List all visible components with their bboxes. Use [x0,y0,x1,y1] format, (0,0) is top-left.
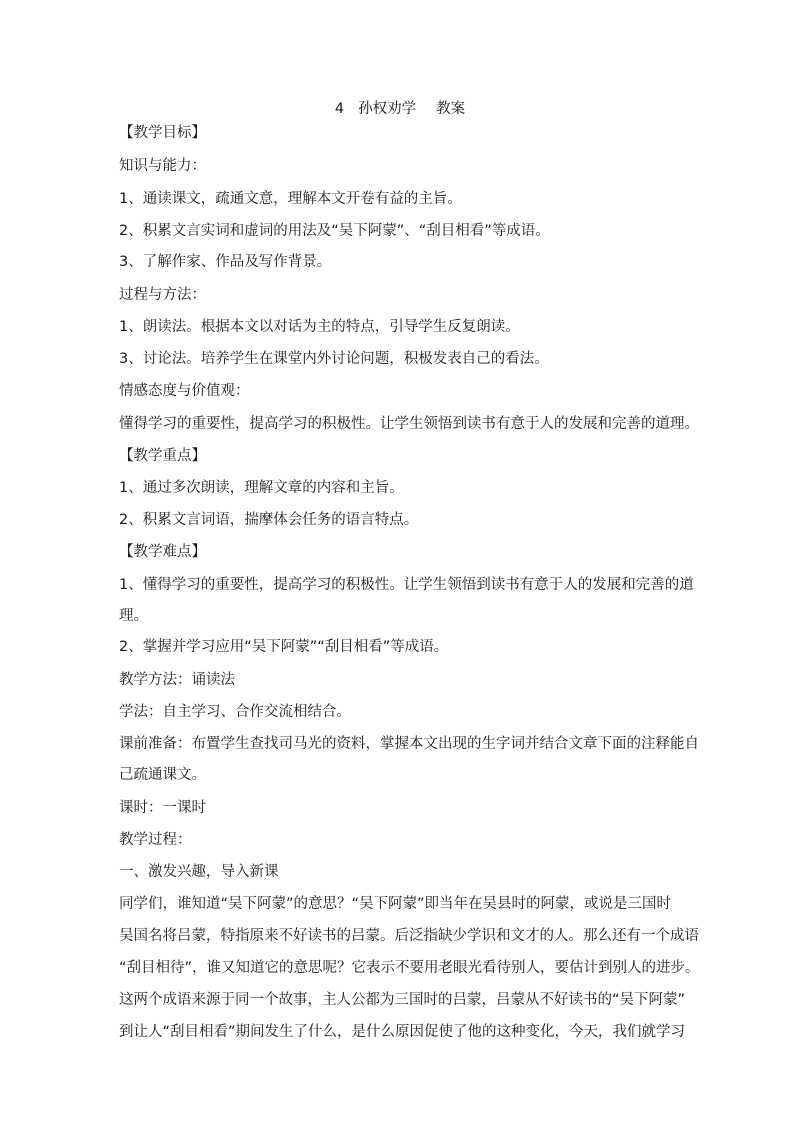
paragraph-line: 到让人“刮目相看”期间发生了什么，是什么原因促使了他的这种变化，今天，我们就学习 [119,1024,686,1040]
paragraph-line: 1、通读课文，疏通文意，理解本文开卷有益的主旨。 [119,191,462,207]
paragraph-line: 3、了解作家、作品及写作背景。 [119,254,332,270]
paragraph-line: 教学方法：诵读法 [119,672,235,688]
paragraph-line: 学法：自主学习、合作交流相结合。 [119,704,351,720]
paragraph-line: 吴国名将吕蒙，特指原来不好读书的吕蒙。后泛指缺少学识和文才的人。那么还有一个成语 [119,928,699,944]
subheading-knowledge-ability: 知识与能力： [119,158,206,174]
paragraph-line: 这两个成语来源于同一个故事，主人公都为三国时的吕蒙，吕蒙从不好读书的“吴下阿蒙” [119,992,686,1008]
subheading-teaching-process: 教学过程： [119,832,192,848]
document-title [0,99,800,119]
paragraph-line: 2、掌握并学习应用“吴下阿蒙”“刮目相看”等成语。 [119,639,449,655]
paragraph-line: 己疏通课文。 [119,767,206,783]
paragraph-line: 1、朗读法。根据本文以对话为主的特点，引导学生反复朗读。 [119,319,520,335]
paragraph-line: 理。 [119,608,148,624]
heading-teaching-focus: 【教学重点】 [119,448,206,464]
paragraph-line: 同学们，谁知道“吴下阿蒙”的意思？“吴下阿蒙”即当年在吴县时的阿蒙，或说是三国时 [119,896,672,912]
paragraph-line: “刮目相待”，谁又知道它的意思呢？它表示不要用老眼光看待别人，要估计到别人的进步。 [119,960,700,976]
title-number: 4 [334,101,345,117]
section-heading: 一、激发兴趣，导入新课 [119,864,279,880]
title-main: 孙权劝学 [358,101,417,117]
subheading-process-method: 过程与方法： [119,287,206,303]
paragraph-line: 懂得学习的重要性，提高学习的积极性。让学生领悟到读书有意于人的发展和完善的道理。 [119,416,699,432]
paragraph-line: 1、懂得学习的重要性，提高学习的积极性。让学生领悟到读书有意于人的发展和完善的道 [119,577,694,593]
paragraph-line: 2、积累文言词语，揣摩体会任务的语言特点。 [119,512,419,528]
heading-teaching-difficulty: 【教学难点】 [119,544,206,560]
paragraph-line: 3、讨论法。培养学生在课堂内外讨论问题，积极发表自己的看法。 [119,351,549,367]
subheading-emotion-values: 情感态度与价值观： [119,383,250,399]
paragraph-line: 课时：一课时 [119,800,206,816]
heading-teaching-goals: 【教学目标】 [119,125,206,141]
paragraph-line: 课前准备：布置学生查找司马光的资料，掌握本文出现的生字词并结合文章下面的注释能自 [119,736,699,752]
paragraph-line: 2、积累文言实词和虚词的用法及“吴下阿蒙”、“刮目相看”等成语。 [119,223,550,239]
paragraph-line: 1、通过多次朗读，理解文章的内容和主旨。 [119,480,404,496]
title-suffix: 教案 [436,101,466,117]
